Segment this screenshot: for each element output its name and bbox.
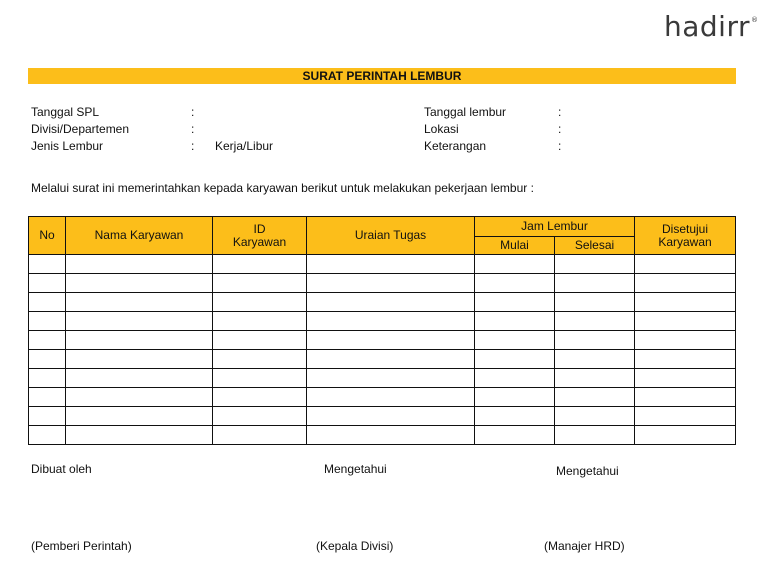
table-cell <box>307 255 475 274</box>
table-cell <box>475 331 555 350</box>
field-label: Tanggal lembur <box>424 105 507 119</box>
table-cell <box>307 426 475 445</box>
header-uraian-tugas: Uraian Tugas <box>307 217 475 255</box>
table-cell <box>66 426 213 445</box>
table-cell <box>29 312 66 331</box>
table-cell <box>213 350 307 369</box>
field-label: Keterangan <box>424 139 487 153</box>
field-colon: : <box>191 105 195 119</box>
table-cell <box>307 369 475 388</box>
table-cell <box>307 274 475 293</box>
table-cell <box>475 312 555 331</box>
table-row <box>29 426 736 445</box>
table-cell <box>635 350 736 369</box>
table-cell <box>213 369 307 388</box>
field-colon: : <box>558 105 562 119</box>
field-colon: : <box>558 139 562 153</box>
table-cell <box>475 293 555 312</box>
table-cell <box>475 350 555 369</box>
table-cell <box>555 407 635 426</box>
table-row <box>29 312 736 331</box>
header-id-line1: ID <box>253 221 266 236</box>
field-colon: : <box>558 122 562 136</box>
table-cell <box>29 407 66 426</box>
header-nama-karyawan: Nama Karyawan <box>66 217 213 255</box>
header-mulai: Mulai <box>475 237 555 255</box>
header-disetujui-line1: Disetujui <box>661 221 709 236</box>
table-row <box>29 274 736 293</box>
table-row <box>29 350 736 369</box>
table-cell <box>213 407 307 426</box>
table-cell <box>29 350 66 369</box>
field-tanggal-spl <box>31 104 273 121</box>
table-row <box>29 293 736 312</box>
field-jenis-lembur <box>31 138 273 155</box>
table-cell <box>307 407 475 426</box>
table-cell <box>475 255 555 274</box>
header-no: No <box>29 217 66 255</box>
table-cell <box>29 426 66 445</box>
field-label: Tanggal SPL <box>31 105 100 119</box>
table-body <box>29 255 736 445</box>
table-cell <box>213 312 307 331</box>
table-cell <box>475 407 555 426</box>
table-cell <box>29 388 66 407</box>
signature-role-manajer-hrd: (Manajer HRD) <box>544 539 625 553</box>
table-cell <box>635 407 736 426</box>
table-cell <box>635 255 736 274</box>
field-label: Lokasi <box>424 122 459 136</box>
header-disetujui <box>635 217 736 255</box>
table-cell <box>475 426 555 445</box>
table-cell <box>555 388 635 407</box>
header-id-line2: Karyawan <box>232 234 287 249</box>
table-cell <box>307 350 475 369</box>
overtime-table <box>28 216 736 445</box>
signature-dibuat-oleh: Dibuat oleh <box>31 462 92 476</box>
signature-role-pemberi-perintah: (Pemberi Perintah) <box>31 539 132 553</box>
table-cell <box>555 293 635 312</box>
table-cell <box>66 369 213 388</box>
table-row <box>29 331 736 350</box>
hadirr-logo <box>664 10 759 43</box>
field-tanggal-lembur <box>424 104 578 121</box>
table-cell <box>66 350 213 369</box>
table-cell <box>213 255 307 274</box>
table-cell <box>307 293 475 312</box>
table-cell <box>213 331 307 350</box>
header-id-karyawan <box>213 217 307 255</box>
table-row <box>29 407 736 426</box>
table-cell <box>307 388 475 407</box>
table-cell <box>213 388 307 407</box>
table-cell <box>635 293 736 312</box>
table-cell <box>213 293 307 312</box>
meta-left <box>31 104 273 155</box>
meta-right <box>424 104 578 155</box>
table-cell <box>635 369 736 388</box>
table-cell <box>555 350 635 369</box>
table-cell <box>555 255 635 274</box>
table-cell <box>66 293 213 312</box>
signature-mengetahui-2: Mengetahui <box>556 464 619 478</box>
table-cell <box>29 274 66 293</box>
table-cell <box>66 312 213 331</box>
field-label: Jenis Lembur <box>31 139 104 153</box>
table-cell <box>307 312 475 331</box>
table-cell <box>29 293 66 312</box>
table-cell <box>29 331 66 350</box>
table-cell <box>555 274 635 293</box>
table-cell <box>635 426 736 445</box>
signature-mengetahui-1: Mengetahui <box>324 462 387 476</box>
field-label: Divisi/Departemen <box>31 122 130 136</box>
table-cell <box>66 255 213 274</box>
table-cell <box>635 331 736 350</box>
signature-role-kepala-divisi: (Kepala Divisi) <box>316 539 394 553</box>
intro-text: Melalui surat ini memerintahkan kepada karyawan berikut untuk melakukan pekerjaan lembur : <box>31 181 534 195</box>
registered-mark: ® <box>751 16 759 24</box>
table-cell <box>635 312 736 331</box>
table-cell <box>307 331 475 350</box>
table-row <box>29 255 736 274</box>
table-row <box>29 369 736 388</box>
table-cell <box>213 274 307 293</box>
table-cell <box>213 426 307 445</box>
field-keterangan <box>424 138 578 155</box>
table-cell <box>475 388 555 407</box>
header-jam-lembur: Jam Lembur <box>475 217 635 237</box>
table-cell <box>29 369 66 388</box>
table-cell <box>29 255 66 274</box>
table-cell <box>475 274 555 293</box>
table-row <box>29 388 736 407</box>
table-cell <box>555 331 635 350</box>
field-colon: : <box>191 122 195 136</box>
field-value: Kerja/Libur <box>215 139 274 153</box>
header-selesai: Selesai <box>555 237 635 255</box>
table-cell <box>66 331 213 350</box>
table-cell <box>635 274 736 293</box>
table-cell <box>66 388 213 407</box>
field-divisi <box>31 121 273 138</box>
table-cell <box>475 369 555 388</box>
logo-text: hadirr <box>664 10 750 43</box>
table-cell <box>66 274 213 293</box>
field-colon: : <box>191 139 195 153</box>
table-cell <box>555 312 635 331</box>
document-title: SURAT PERINTAH LEMBUR <box>28 68 736 84</box>
table-cell <box>555 426 635 445</box>
table-cell <box>66 407 213 426</box>
table-cell <box>555 369 635 388</box>
field-lokasi <box>424 121 578 138</box>
header-disetujui-line2: Karyawan <box>658 234 712 249</box>
table-cell <box>635 388 736 407</box>
